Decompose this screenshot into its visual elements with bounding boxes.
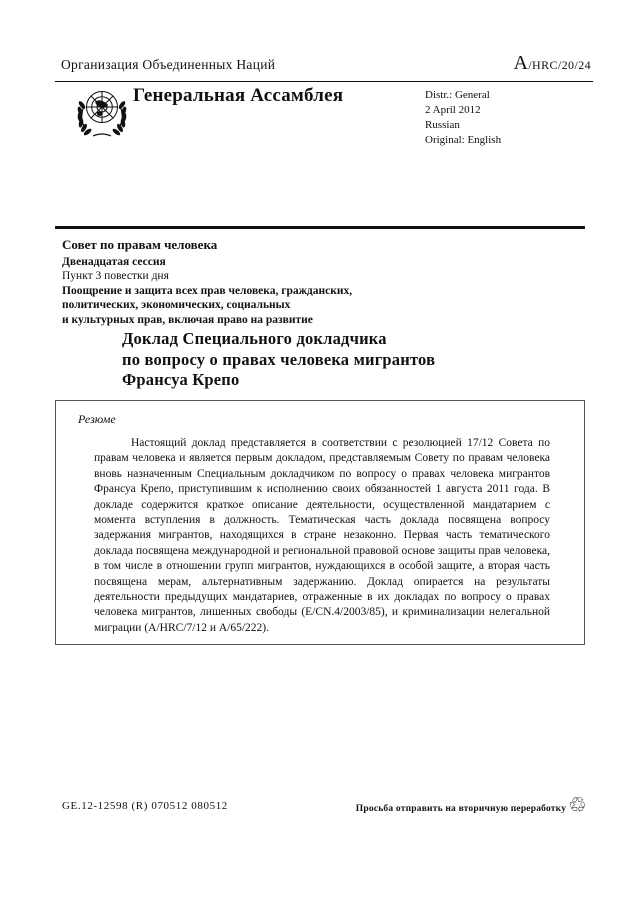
- language-line: Russian: [425, 119, 460, 131]
- session-number: Двенадцатая сессия: [62, 255, 166, 268]
- summary-box: [55, 400, 585, 645]
- summary-text: Настоящий доклад представляется в соответствии с резолюцией 17/12 Совета по правам человека и является первым докладом, представляемым Совету по правам человека вновь назначенным Специальным докладчиком по вопросу о правах человека мигрантов Франсуа Крепо, приступившим к исполнению своих обязанностей 1 августа 2011 года. В докладе содержится краткое описание деятельности, осуществленной мандатарием с момента вступления в должность. Тематическая часть доклада посвящена вопросу задержания мигрантов, находящихся в стране незаконно. Первая часть тематического доклада посвящена международной и региональной правовой основе защиты прав человека, в том числе в отношении групп мигрантов, нуждающихся в особой защите, а вторая часть посвящена мерам, альтернативным задержанию. Доклад опирается на результаты деятельности предыдущих мандатариев, отраженные в их докладах по вопросу о правах человека мигрантов, лишенных свободы (E/CN.4/2003/85), и криминализации нелегальной миграции (A/HRC/7/12 и A/65/222).: [94, 437, 550, 634]
- recycle-notice-text: Просьба отправить на вторичную переработку: [355, 803, 567, 814]
- recycle-notice: [356, 795, 587, 816]
- report-title: [122, 329, 552, 391]
- section-divider-rule: [55, 226, 585, 229]
- distribution-block: [425, 88, 501, 148]
- document-symbol-number: /HRC/20/24: [528, 58, 591, 72]
- agenda-item: Пункт 3 повестки дня: [62, 270, 169, 282]
- report-title-line2: по вопросу о правах человека мигрантов: [122, 349, 436, 369]
- document-symbol: [513, 52, 591, 75]
- assembly-title: Генеральная Ассамблея: [133, 85, 344, 106]
- report-title-line3: Франсуа Крепо: [122, 370, 240, 389]
- olive-branch-right: [111, 100, 127, 136]
- page-footer: [55, 795, 587, 816]
- agenda-title-line3: и культурных прав, включая право на развитие: [62, 313, 313, 326]
- original-language-line: Original: English: [425, 134, 502, 146]
- org-name: Организация Объединенных Наций: [61, 57, 276, 72]
- header-row: [55, 52, 593, 82]
- document-symbol-series: A: [513, 52, 529, 74]
- summary-heading: Резюме: [78, 412, 116, 426]
- report-title-line1: Доклад Специального докладчика: [122, 329, 387, 348]
- session-block: [62, 238, 522, 327]
- recycle-icon: ♲: [568, 793, 587, 817]
- council-name: Совет по правам человека: [62, 237, 218, 252]
- agenda-title-line2: политических, экономических, социальных: [62, 299, 291, 311]
- olive-branch-left: [77, 100, 93, 136]
- agenda-title-line1: Поощрение и защита всех прав человека, гражданских,: [62, 284, 353, 297]
- ge-document-number: GE.12-12598 (R) 070512 080512: [62, 800, 228, 812]
- date-line: 2 April 2012: [425, 104, 481, 116]
- un-emblem-icon: [75, 84, 129, 140]
- distr-line: Distr.: General: [425, 89, 490, 101]
